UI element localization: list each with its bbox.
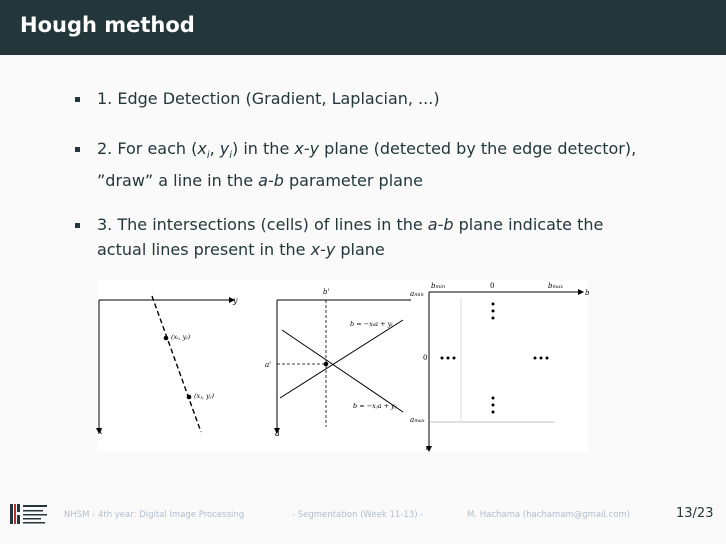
parameter-line-2: [282, 330, 403, 412]
slide-header: [0, 0, 726, 55]
math-xy: x-y: [310, 240, 336, 259]
amax-label: amax: [410, 416, 425, 424]
bullet-text: plane: [335, 240, 385, 259]
point-2-label: (xⱼ, yⱼ): [194, 392, 214, 400]
bullet-text: plane (detected by the edge detector),: [319, 139, 637, 158]
xy-plane-panel: [96, 296, 238, 436]
bmin-label: bmin: [431, 282, 446, 290]
a-axis-end-label: a: [426, 444, 431, 452]
math-x: x: [197, 139, 207, 158]
line-2-equation: b = −xⱼa + yⱼ: [353, 402, 397, 410]
parameter-line-1: [280, 320, 403, 398]
bullet-marker: [75, 97, 80, 102]
bullet-item-3: [72, 212, 603, 262]
institution-logo-icon: [10, 501, 50, 527]
bullet-marker: [75, 223, 80, 228]
x-axis-label: x: [98, 427, 103, 436]
ab-plane-panel: [265, 288, 411, 438]
hough-figure-svg: [97, 280, 588, 452]
point-1-label: (xᵢ, yᵢ): [171, 333, 191, 341]
xy-line: [152, 296, 201, 432]
bullet-item-1: [72, 86, 440, 111]
bullet-text: ”draw” a line in the: [97, 171, 259, 191]
bullet-text: ) in the: [232, 139, 295, 158]
footer-course: NHSM - 4th year: Digital Image Processing: [64, 510, 245, 520]
math-y: y: [219, 139, 230, 158]
b-axis-end-label: b: [585, 289, 590, 297]
bullet-text: plane indicate the: [453, 215, 604, 234]
y-axis-label: y: [233, 296, 238, 305]
page-number: 13/23: [676, 506, 714, 521]
math-comma: ,: [209, 139, 220, 158]
bullet-item-2: [72, 136, 636, 193]
zero-top-label: 0: [490, 282, 495, 290]
a-prime-label: a': [265, 361, 272, 369]
hough-figure: [97, 280, 588, 452]
bullet-text: actual lines present in the: [97, 240, 311, 259]
math-ab: a-b: [258, 171, 284, 191]
a-axis-label: a: [275, 429, 280, 438]
amin-label: amin: [410, 290, 424, 298]
b-prime-label: b': [323, 288, 330, 296]
bullet-text: 3. The intersections (cells) of lines in the: [97, 215, 428, 234]
line-1-equation: b = −xᵢa + yᵢ: [350, 320, 393, 328]
bullet-text: 1. Edge Detection (Gradient, Laplacian, ...): [97, 89, 440, 108]
ellipsis-vertical-bottom: [492, 397, 495, 414]
bullet-text: parameter plane: [283, 171, 423, 191]
point-2: [187, 395, 192, 400]
footer-chapter: - Segmentation (Week 11-13) -: [292, 510, 424, 520]
slide-title: Hough method: [20, 13, 195, 37]
math-sub: i: [229, 150, 233, 162]
accumulator-panel: [410, 282, 590, 452]
accumulator-b-arrow: [578, 289, 584, 295]
ellipsis-vertical-top: [492, 303, 495, 320]
math-ab: a-b: [427, 215, 454, 234]
intersection-point: [324, 362, 329, 367]
point-1: [164, 336, 169, 341]
zero-left-label: 0: [423, 354, 428, 362]
bullet-marker: [75, 147, 80, 152]
slide-footer: [0, 500, 726, 544]
bullet-text: 2. For each (: [97, 139, 198, 158]
ellipsis-horizontal-left: [441, 357, 456, 360]
math-sub: i: [206, 150, 210, 162]
math-xy: x-y: [294, 139, 320, 158]
bmax-label: bmax: [548, 282, 564, 290]
footer-author: M. Hachama (hachamam@gmail.com): [467, 510, 631, 520]
ellipsis-horizontal-right: [534, 357, 549, 360]
